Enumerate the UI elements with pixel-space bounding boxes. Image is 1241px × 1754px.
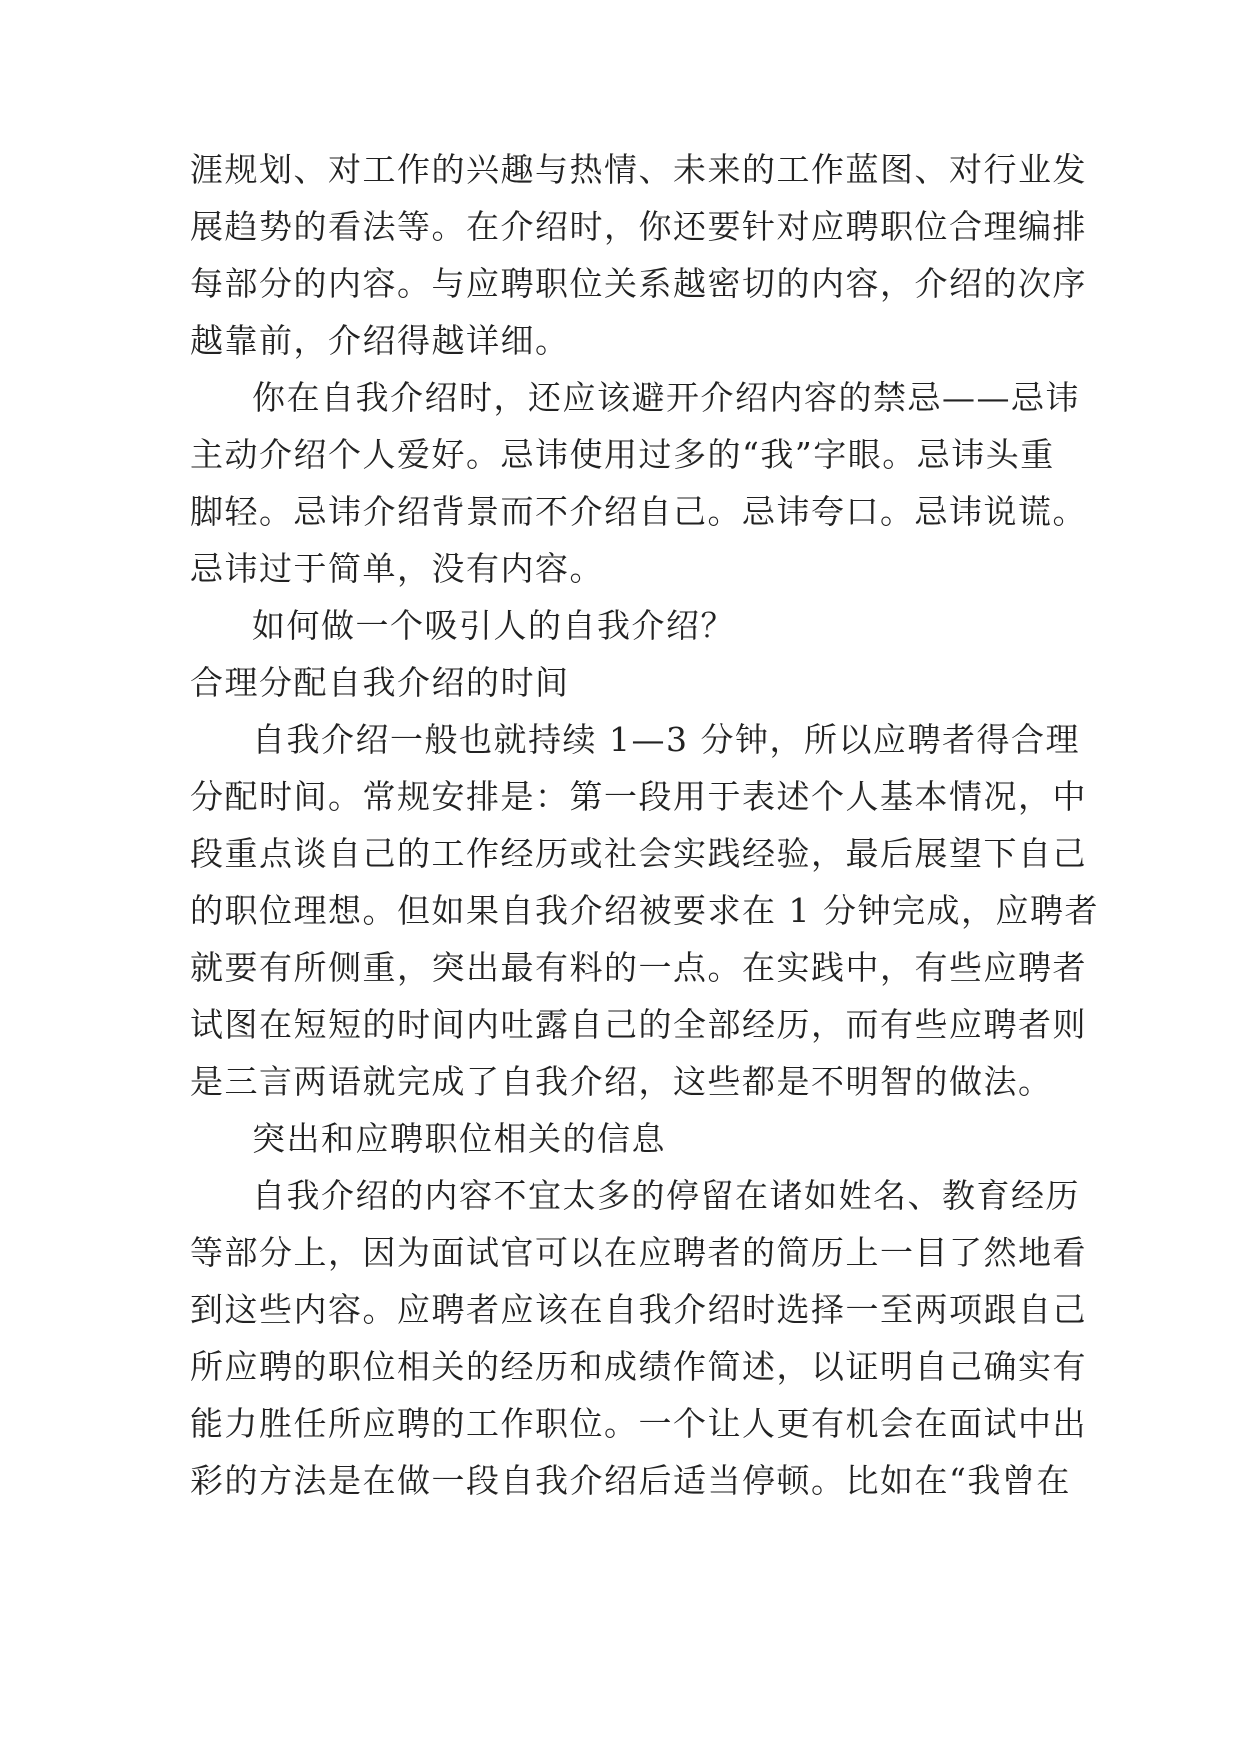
text-line: 展趋势的看法等。在介绍时，你还要针对应聘职位合理编排 bbox=[190, 207, 1087, 246]
paragraph-start-line: 自我介绍的内容不宜太多的停留在诸如姓名、教育经历 bbox=[252, 1176, 1080, 1215]
section-heading: 突出和应聘职位相关的信息 bbox=[252, 1119, 666, 1158]
text-line: 的职位理想。但如果自我介绍被要求在 1 分钟完成，应聘者 bbox=[190, 891, 1099, 930]
text-line: 彩的方法是在做一段自我介绍后适当停顿。比如在“我曾在 bbox=[190, 1461, 1071, 1500]
paragraph-start-line: 自我介绍一般也就持续 1—3 分钟，所以应聘者得合理 bbox=[252, 720, 1080, 759]
paragraph-start-line: 你在自我介绍时，还应该避开介绍内容的禁忌——忌讳 bbox=[252, 378, 1080, 417]
text-line: 主动介绍个人爱好。忌讳使用过多的“我”字眼。忌讳头重 bbox=[190, 435, 1055, 474]
text-line: 所应聘的职位相关的经历和成绩作简述，以证明自己确实有 bbox=[190, 1347, 1087, 1386]
section-heading: 合理分配自我介绍的时间 bbox=[190, 663, 570, 702]
text-line: 到这些内容。应聘者应该在自我介绍时选择一至两项跟自己 bbox=[190, 1290, 1087, 1329]
text-line: 越靠前，介绍得越详细。 bbox=[190, 321, 570, 360]
text-line: 能力胜任所应聘的工作职位。一个让人更有机会在面试中出 bbox=[190, 1404, 1087, 1443]
text-line: 就要有所侧重，突出最有料的一点。在实践中，有些应聘者 bbox=[190, 948, 1087, 987]
text-line: 是三言两语就完成了自我介绍，这些都是不明智的做法。 bbox=[190, 1062, 1053, 1101]
section-question: 如何做一个吸引人的自我介绍？ bbox=[252, 606, 735, 645]
text-line: 涯规划、对工作的兴趣与热情、未来的工作蓝图、对行业发 bbox=[190, 150, 1087, 189]
text-line: 脚轻。忌讳介绍背景而不介绍自己。忌讳夸口。忌讳说谎。 bbox=[190, 492, 1087, 531]
text-line: 段重点谈自己的工作经历或社会实践经验，最后展望下自己 bbox=[190, 834, 1087, 873]
text-line: 忌讳过于简单，没有内容。 bbox=[190, 549, 604, 588]
text-line: 分配时间。常规安排是：第一段用于表述个人基本情况，中 bbox=[190, 777, 1087, 816]
text-line: 每部分的内容。与应聘职位关系越密切的内容，介绍的次序 bbox=[190, 264, 1087, 303]
text-line: 等部分上，因为面试官可以在应聘者的简历上一目了然地看 bbox=[190, 1233, 1087, 1272]
text-line: 试图在短短的时间内吐露自己的全部经历，而有些应聘者则 bbox=[190, 1005, 1087, 1044]
